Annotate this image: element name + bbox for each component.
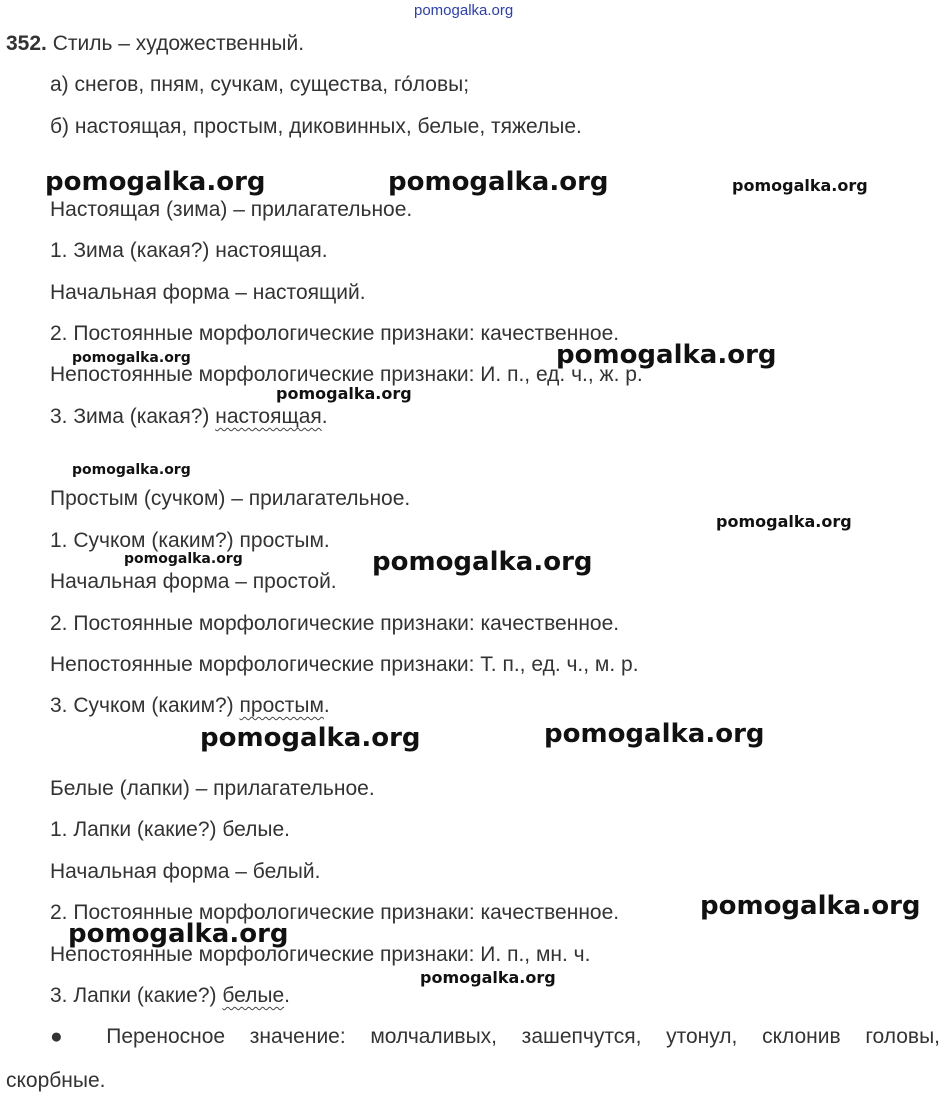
watermark: pomogalka.org [276, 384, 412, 403]
watermark: pomogalka.org [544, 719, 765, 749]
s1-point2: 2. Постоянные морфологические признаки: качественное. [50, 322, 620, 345]
s2-title: Простым (сучком) – прилагательное. [50, 487, 411, 510]
s2-underlined-word: простым [239, 694, 324, 717]
watermark: pomogalka.org [716, 512, 852, 531]
s3-point1: 1. Лапки (какие?) белые. [50, 818, 290, 841]
watermark: pomogalka.org [732, 176, 868, 195]
s1-underlined-word: настоящая [215, 405, 322, 428]
s3-point3-pre: 3. Лапки (какие?) [50, 984, 223, 1007]
s3-title: Белые (лапки) – прилагательное. [50, 777, 375, 800]
s1-point1: 1. Зима (какая?) настоящая. [50, 239, 328, 262]
watermark: pomogalka.org [372, 547, 593, 577]
s2-point3-pre: 3. Сучком (каким?) [50, 694, 240, 717]
task-number: 352. [6, 32, 47, 55]
task-heading [6, 31, 304, 57]
figurative-text: Переносное значение: молчаливых, зашепчутся, утонул, склонив головы, [106, 1025, 940, 1048]
figurative-meaning-line [50, 1024, 940, 1050]
s2-point1: 1. Сучком (каким?) простым. [50, 529, 330, 552]
task-line-a: а) снегов, пням, сучкам, существа, го́ловы; [50, 73, 470, 96]
s2-point3-post: . [323, 694, 330, 717]
s1-point3 [50, 404, 328, 430]
watermark: pomogalka.org [556, 340, 777, 370]
s2-point2: 2. Постоянные морфологические признаки: качественное. [50, 612, 620, 635]
s3-nonconst: Непостоянные морфологические признаки: И. п., мн. ч. [50, 943, 591, 966]
style-line: Стиль – художественный. [52, 32, 305, 55]
figurative-meaning-line2: скорбные. [6, 1069, 106, 1092]
watermark: pomogalka.org [420, 968, 556, 987]
header-watermark: pomogalka.org [414, 2, 514, 19]
watermark: pomogalka.org [72, 462, 191, 478]
s1-nonconst: Непостоянные морфологические признаки: И. п., ед. ч., ж. р. [50, 363, 643, 386]
task-line-b: б) настоящая, простым, диковинных, белые, тяжелые. [50, 115, 582, 138]
s1-initial-form: Начальная форма – настоящий. [50, 281, 366, 304]
bullet-icon: ● [50, 1025, 82, 1048]
s2-nonconst: Непостоянные морфологические признаки: Т. п., ед. ч., м. р. [50, 653, 639, 676]
s1-title: Настоящая (зима) – прилагательное. [50, 198, 413, 221]
watermark: pomogalka.org [388, 167, 609, 197]
watermark: pomogalka.org [45, 167, 266, 197]
s2-point3 [50, 693, 330, 719]
watermark: pomogalka.org [200, 723, 421, 753]
watermark: pomogalka.org [700, 891, 921, 921]
s3-underlined-word: белые [222, 984, 285, 1007]
watermark: pomogalka.org [72, 350, 191, 366]
s3-point3-post: . [284, 984, 291, 1007]
s1-point3-pre: 3. Зима (какая?) [50, 405, 216, 428]
s1-point3-post: . [321, 405, 328, 428]
s3-point3 [50, 983, 290, 1009]
s3-point2: 2. Постоянные морфологические признаки: качественное. [50, 901, 620, 924]
watermark: pomogalka.org [68, 919, 289, 949]
watermark: pomogalka.org [124, 551, 243, 567]
s3-initial-form: Начальная форма – белый. [50, 860, 321, 883]
s2-initial-form: Начальная форма – простой. [50, 570, 337, 593]
